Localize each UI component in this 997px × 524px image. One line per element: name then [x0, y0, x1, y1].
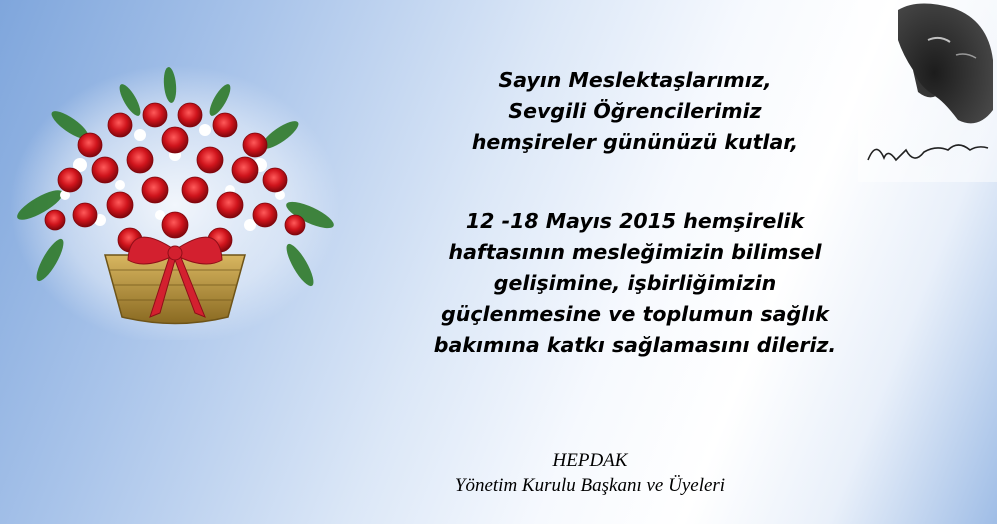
rose-basket-image: [10, 55, 340, 340]
greeting-line: Sevgili Öğrencilerimiz: [508, 99, 762, 123]
greeting-line: hemşireler gününüzü kutlar,: [471, 130, 799, 154]
message-line: 12 -18 Mayıs 2015 hemşirelik: [465, 209, 805, 233]
signature-title: Yönetim Kurulu Başkanı ve Üyeleri: [454, 475, 726, 496]
message-line: güçlenmesine ve toplumun sağlık: [441, 302, 829, 326]
greeting-text: [300, 65, 970, 158]
signature-organization: HEPDAK: [552, 450, 628, 471]
message-line: gelişimine, işbirliğimizin: [493, 271, 777, 295]
message-line: bakımına katkı sağlamasını dileriz.: [433, 333, 837, 357]
message-text: [300, 206, 970, 361]
greeting-line: Sayın Meslektaşlarımız,: [498, 68, 772, 92]
message-line: haftasının mesleğimizin bilimsel: [448, 240, 822, 264]
